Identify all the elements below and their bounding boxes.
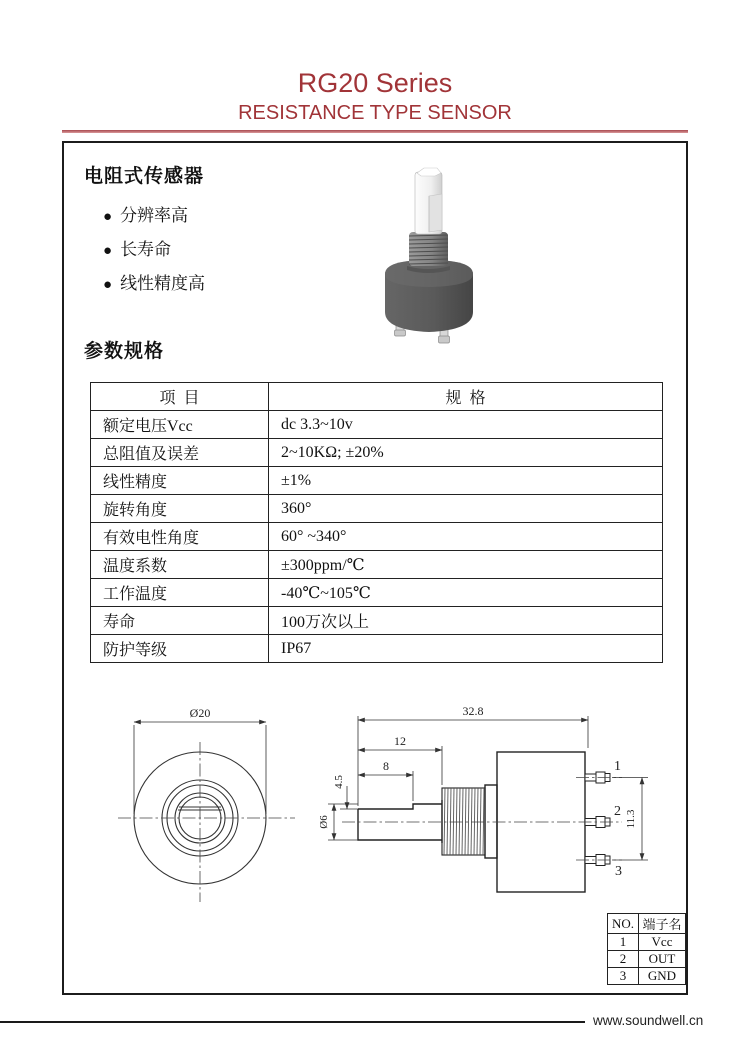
dim-label-pin-span: 11.3 <box>625 809 637 829</box>
pin-no: 1 <box>608 934 639 951</box>
spec-value: 360° <box>269 495 663 523</box>
spec-value: ±1% <box>269 467 663 495</box>
spec-row <box>91 551 663 579</box>
pin-table-header-row <box>608 914 686 934</box>
dim-label-flat-height: 4.5 <box>333 775 345 789</box>
page-title: RG20 Series <box>297 68 453 98</box>
feature-label: 线性精度高 <box>120 274 206 293</box>
specs-heading: 参数规格 <box>84 341 165 362</box>
spec-row <box>91 523 663 551</box>
front-view-drawing <box>100 692 320 910</box>
spec-value: 2~10KΩ; ±20% <box>269 439 663 467</box>
spec-row <box>91 635 663 663</box>
page-subtitle: RESISTANCE TYPE SENSOR <box>238 102 512 124</box>
bullet-icon: ● <box>103 208 113 225</box>
feature-item <box>103 199 205 233</box>
spec-item: 额定电压Vcc <box>91 411 269 439</box>
footer-url: www.soundwell.cn <box>593 1013 704 1028</box>
pin-number-3: 3 <box>615 864 622 879</box>
col-header-spec: 规 格 <box>269 383 663 411</box>
pin-row <box>608 934 686 951</box>
spec-row <box>91 579 663 607</box>
spec-row <box>91 411 663 439</box>
product-type-heading: 电阻式传感器 <box>84 166 205 187</box>
footer-rule <box>0 1021 585 1023</box>
specs-header-row <box>91 383 663 411</box>
spec-item: 工作温度 <box>91 579 269 607</box>
dim-label-flat-len: 8 <box>383 759 389 773</box>
feature-item <box>103 233 205 267</box>
specs-table <box>90 382 663 663</box>
feature-label: 长寿命 <box>120 240 172 259</box>
pin-row <box>608 951 686 968</box>
header-divider-rule <box>62 130 688 133</box>
pin-no: 3 <box>608 968 639 985</box>
spec-row <box>91 439 663 467</box>
thread-hatch <box>442 788 485 855</box>
pin-no: 2 <box>608 951 639 968</box>
pin-number-2: 2 <box>614 804 621 819</box>
pin-name: OUT <box>639 951 686 968</box>
pin-col-name: 端子名 <box>639 914 686 934</box>
spec-item: 寿命 <box>91 607 269 635</box>
pin-table <box>607 913 686 985</box>
spec-item: 旋转角度 <box>91 495 269 523</box>
dim-label-d20: Ø20 <box>189 706 211 720</box>
bullet-icon: ● <box>103 242 113 259</box>
dim-label-shaft-len: 12 <box>394 734 406 748</box>
spec-item: 有效电性角度 <box>91 523 269 551</box>
product-shaft <box>415 168 442 234</box>
pin-number-1: 1 <box>614 759 621 774</box>
dim-label-total: 32.8 <box>462 704 484 718</box>
side-view-drawing <box>318 690 670 920</box>
spec-item: 线性精度 <box>91 467 269 495</box>
pin-col-no: NO. <box>608 914 639 934</box>
spec-row <box>91 467 663 495</box>
pin-row <box>608 968 686 985</box>
bullet-icon: ● <box>103 276 113 293</box>
spec-item: 防护等级 <box>91 635 269 663</box>
spec-item: 总阻值及误差 <box>91 439 269 467</box>
feature-list <box>103 199 205 301</box>
spec-value: 100万次以上 <box>269 607 663 635</box>
dim-label-shaft-dia: Ø6 <box>318 815 330 829</box>
feature-label: 分辨率高 <box>120 206 189 225</box>
spec-value: -40℃~105℃ <box>269 579 663 607</box>
feature-item <box>103 267 205 301</box>
spec-value: 60° ~340° <box>269 523 663 551</box>
spec-row <box>91 495 663 523</box>
spec-value: IP67 <box>269 635 663 663</box>
terminal-pins <box>585 772 610 866</box>
pin-name: Vcc <box>639 934 686 951</box>
spec-row <box>91 607 663 635</box>
product-photo <box>383 164 483 352</box>
spec-value: ±300ppm/℃ <box>269 551 663 579</box>
col-header-item: 项 目 <box>91 383 269 411</box>
spec-item: 温度系数 <box>91 551 269 579</box>
pin-name: GND <box>639 968 686 985</box>
spec-value: dc 3.3~10v <box>269 411 663 439</box>
